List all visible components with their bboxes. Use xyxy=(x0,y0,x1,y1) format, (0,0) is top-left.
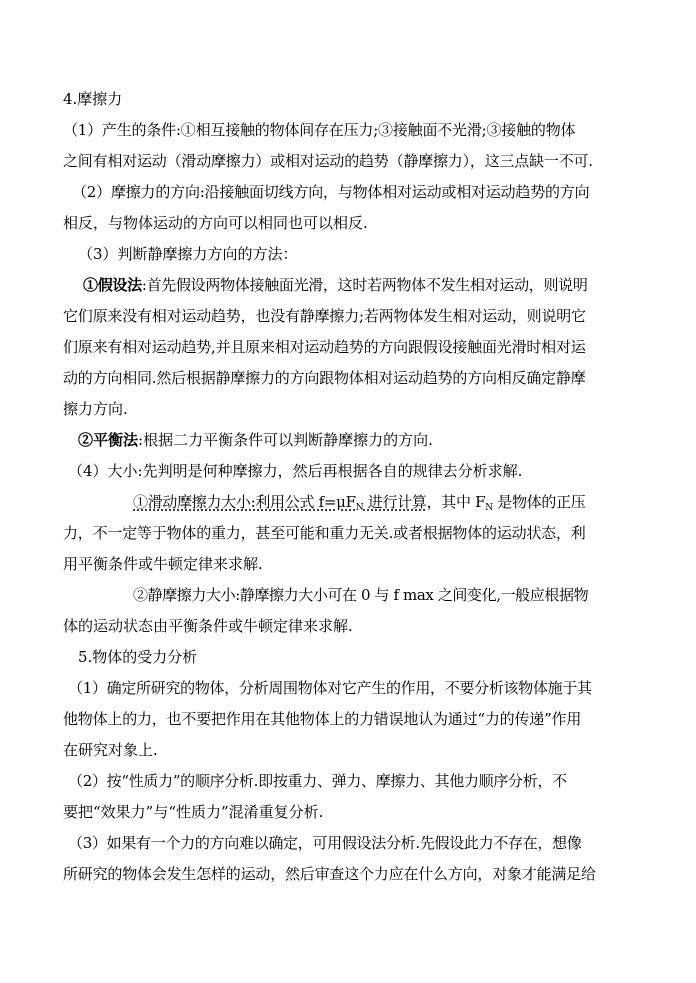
para-6-line-1: （4）大小:先判明是何种摩擦力，然后再根据各自的规律去分析求解. xyxy=(68,462,523,480)
para-7-line-3: 用平衡条件或牛顿定律来求解. xyxy=(63,555,263,573)
para-7-line-2: 力，不一定等于物体的重力，甚至可能和重力无关.或者根据物体的运动状态，利 xyxy=(63,524,586,542)
section-5-heading: 5.物体的受力分析 xyxy=(78,648,198,666)
para-9-line-1: （1）确定所研究的物体，分析周围物体对它产生的作用，不要分析该物体施于其 xyxy=(68,679,592,697)
para-4-line-1 xyxy=(83,275,588,295)
para-4-line-1-text: :首先假设两物体接触面光滑，这时若两物体不发生相对运动，则说明 xyxy=(141,276,588,294)
para-10-line-2: 要把“效果力”与“性质力”混淆重复分析. xyxy=(63,803,324,821)
para-8-line-2: 体的运动状态由平衡条件或牛顿定律来求解. xyxy=(63,617,353,635)
para-2-line-2: 相反，与物体运动的方向可以相同也可以相反. xyxy=(63,214,368,232)
section-4-heading: 4.摩擦力 xyxy=(63,90,123,108)
para-9-line-3: 在研究对象上. xyxy=(63,741,158,759)
para-1-line-2: 之间有相对运动（滑动摩擦力）或相对运动的趋势（静摩擦力），这三点缺一不可. xyxy=(63,152,593,170)
para-10-line-1: （2）按“性质力”的顺序分析.即按重力、弹力、摩擦力、其他力顺序分析，不 xyxy=(68,772,567,790)
para-9-line-2: 他物体上的力，也不要把作用在其他物体上的力错误地认为通过“力的传递”作用 xyxy=(63,710,582,728)
para-5-text: :根据二力平衡条件可以判断静摩擦力的方向. xyxy=(138,431,433,449)
para-11-line-2: 所研究的物体会发生怎样的运动，然后审查这个力应在什么方向，对象才能满足给 xyxy=(63,865,596,883)
para-2-line-1: （2）摩擦力的方向:沿接触面切线方向，与物体相对运动或相对运动趋势的方向 xyxy=(72,183,590,201)
assumption-method-label: ①假设法 xyxy=(83,276,142,294)
balance-method-label: ②平衡法 xyxy=(78,431,139,449)
para-4-line-3: 们原来有相对运动趋势,并且原来相对运动趋势的方向跟假设接触面光滑时相对运 xyxy=(63,338,586,356)
para-7-line-1: ①滑动摩擦力大小:利用公式 $f=\mu F_N$ 进行计算，其中 $F_N$ 是物体的正压 xyxy=(133,493,586,513)
sliding-friction-formula: ①滑动摩擦力大小:利用公式 $f=\mu F_N$ 进行计算 xyxy=(133,493,427,513)
para-3-line-1: （3）判断静摩擦力方向的方法： xyxy=(78,245,298,263)
para-11-line-1: （3）如果有一个力的方向难以确定，可用假设法分析.先假设此力不存在，想像 xyxy=(68,834,582,852)
para-4-line-2: 它们原来没有相对运动趋势，也没有静摩擦力;若两物体发生相对运动，则说明它 xyxy=(63,307,586,325)
para-1-line-1: （1）产生的条件:①相互接触的物体间存在压力;③接触面不光滑;③接触的物体 xyxy=(63,121,576,139)
para-4-line-5: 擦力方向. xyxy=(63,400,128,418)
para-5-line-1 xyxy=(78,430,433,450)
para-4-line-4: 动的方向相同.然后根据静摩擦力的方向跟物体相对运动趋势的方向相反确定静摩 xyxy=(63,369,586,387)
para-8-line-1: ②静摩擦力大小:静摩擦力大小可在 0 与 f max 之间变化,一般应根据物 xyxy=(133,586,589,604)
